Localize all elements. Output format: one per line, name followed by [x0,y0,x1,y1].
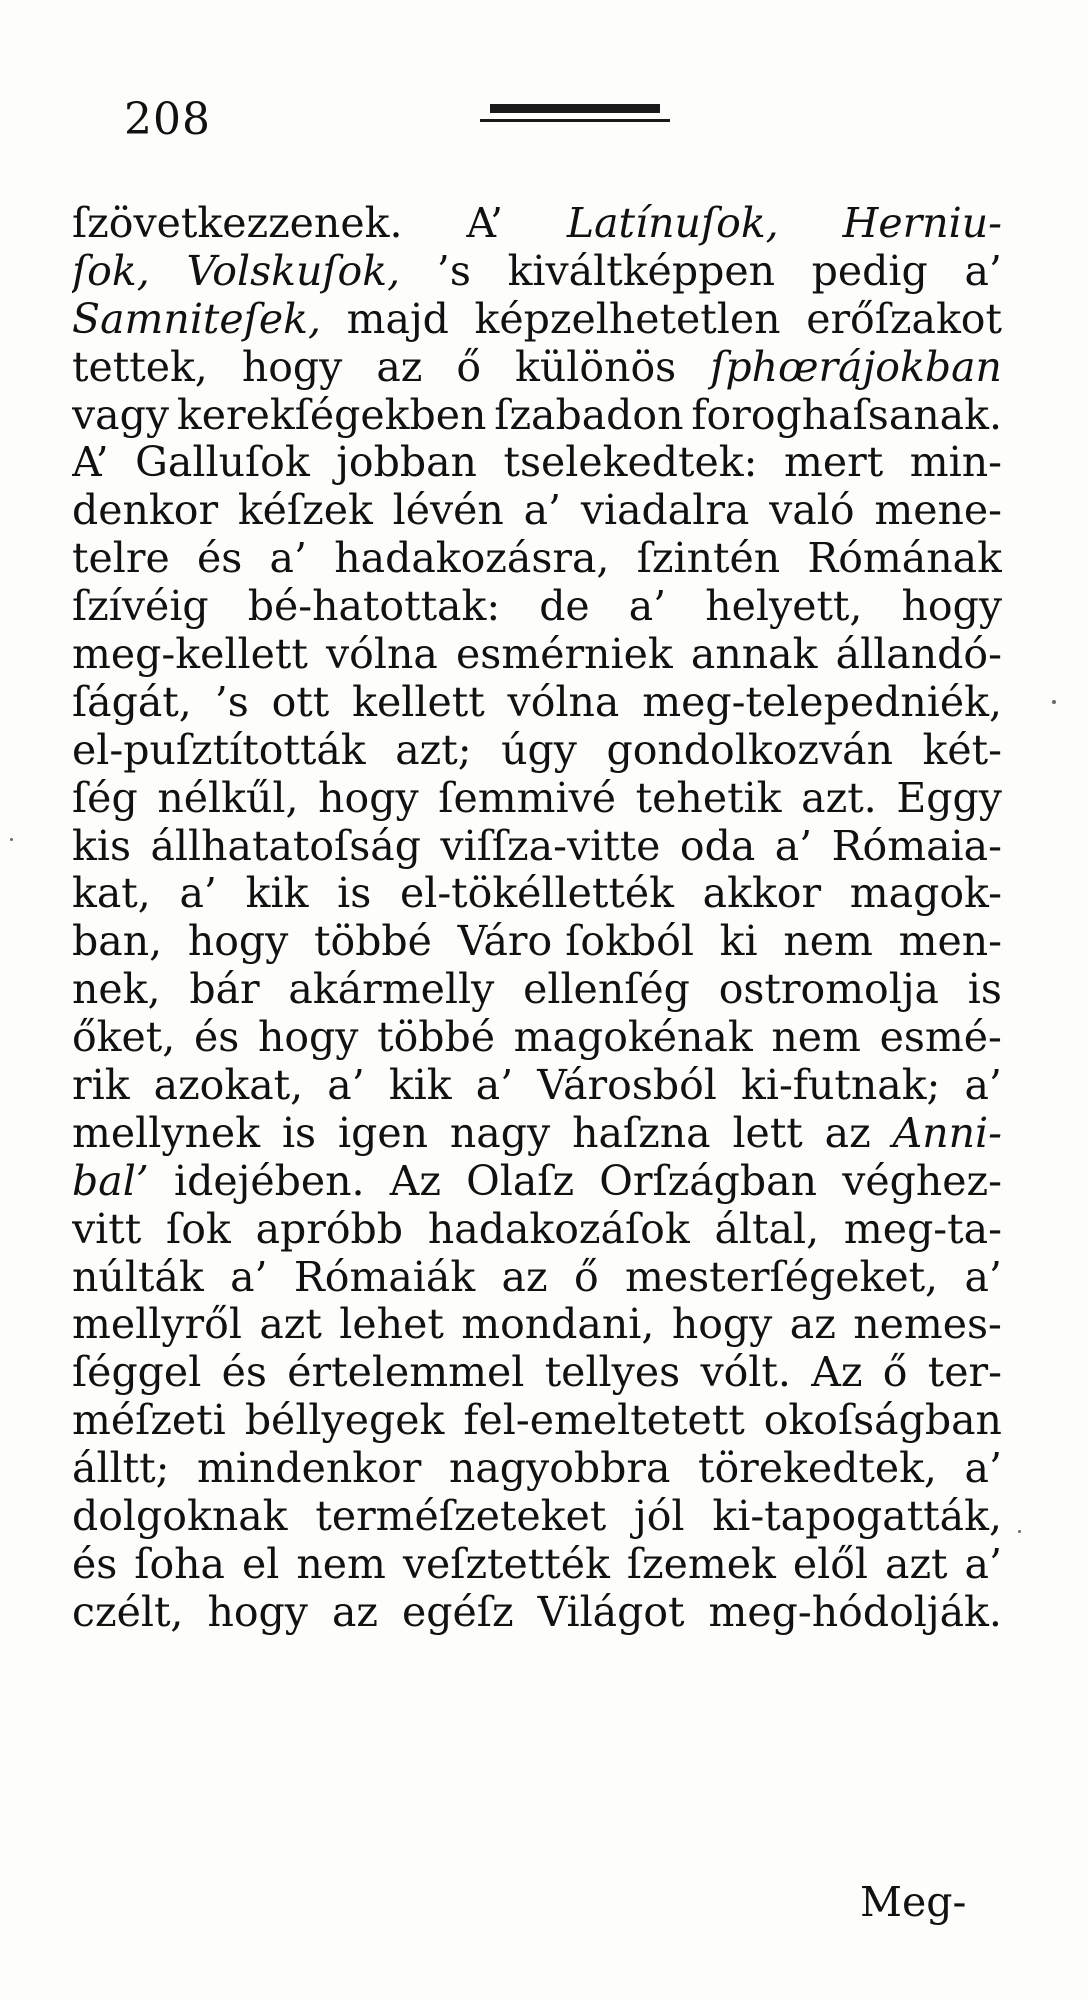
word: nem [296,1540,386,1588]
word: gondolkozván [606,726,893,774]
word: aprόbb [255,1205,404,1253]
word: bal’ [72,1157,149,1205]
word: hadakozásra, [334,535,610,583]
word: mindenkor [196,1445,422,1493]
word: viſſza-vitte [440,822,661,870]
text-line [72,1110,1002,1158]
word: azt; [395,726,472,774]
word: Világot [537,1588,685,1636]
word: ő [456,343,482,391]
text-line [72,296,1002,344]
word: el-tökéllették [399,870,674,918]
word: jól [634,1493,685,1541]
header-rule-ornament [480,104,670,126]
word: törekedtek, [697,1445,937,1493]
word: mesterſégeket, [625,1253,939,1301]
text-line [72,1014,1002,1062]
text-line [72,1397,1002,1445]
word: nagy [449,1109,551,1157]
word: Orſzágban [599,1157,818,1205]
word: is [967,966,1002,1014]
word: Városból [537,1062,717,1110]
word: fel-emeltetett [463,1397,745,1445]
word: el-puſztították [72,726,366,774]
word: meg-ta- [843,1205,1002,1253]
word: Az [811,1349,863,1397]
word: nek, [72,966,161,1014]
word: ſzívéig [72,583,209,631]
word: értelemmel [287,1349,525,1397]
word: kik [388,1062,452,1110]
text-line [72,727,1002,775]
word: meg-hódolják. [708,1588,1002,1636]
word: foroghaſsanak. [691,391,1002,439]
word: a’ [964,1445,1002,1493]
word: az [331,1588,378,1636]
word: núlták [72,1253,204,1301]
word: ſzabadon [494,391,684,439]
word: A’ [466,200,503,247]
word: hogy [207,1588,308,1636]
text-line [72,200,1002,248]
word: bár [189,966,260,1014]
body-text [72,200,1002,1637]
word: ki-futnak; [741,1062,941,1110]
word: mellyről [72,1301,242,1349]
word: bé-hatottak: [247,583,501,631]
word: Latínuſok, [566,200,779,247]
word: kik [245,870,309,918]
word: veſztették [402,1540,610,1588]
word: majd [346,295,449,343]
text-line [72,823,1002,871]
word: magok- [849,870,1002,918]
word: ſphœrájokban [710,343,1002,391]
word: ’s [214,678,249,726]
word: kiváltképpen [507,247,775,295]
word: hogy [671,1301,773,1349]
word: képzelhetetlen [474,295,781,343]
word: a’ [774,822,813,870]
word: hogy [318,774,419,822]
word: tellyes [544,1349,681,1397]
word: az [824,1109,871,1157]
word: hogy [901,583,1002,631]
word: nemes- [853,1301,1002,1349]
word: magokénak [513,1014,753,1062]
text-line [72,1301,1002,1349]
text-line [72,1445,1002,1493]
word: mellynek [72,1109,261,1157]
text-line [72,1493,1002,1541]
word: mene- [874,487,1002,535]
word: Váro ſokból [457,918,694,966]
text-line [72,1062,1002,1110]
word: haſzna [572,1109,711,1157]
text-line [72,775,1002,823]
word: és [72,1540,118,1588]
word: ſok [166,1205,231,1253]
word: többé [377,1014,496,1062]
page-header [0,90,1088,150]
word: Rómának [807,535,1002,583]
word: el [241,1540,280,1588]
word: ſéggel [72,1349,202,1397]
word: ſég [72,774,138,822]
word: ſzemek [626,1540,776,1588]
word: kéſzek [237,487,373,535]
word: viadalra [580,487,750,535]
text-line [72,1349,1002,1397]
word: Olaſz [466,1157,575,1205]
word: a’ [230,1253,268,1301]
ornament-thin-rule [480,119,670,122]
word: az [376,343,423,391]
word: azt. [801,774,877,822]
word: nem [783,918,873,966]
word: de [539,583,590,631]
word: vólna [507,678,620,726]
word: idejében. [174,1157,365,1205]
word: denkor [72,487,219,535]
word: A’ [72,439,109,487]
word: béllyegek [244,1397,445,1445]
word: men- [898,918,1002,966]
word: dolgoknak [72,1493,288,1541]
word: vólna [326,631,438,679]
word: Volskuſok, [186,247,401,295]
word: Rómaiák [293,1253,476,1301]
word: úgy [501,726,577,774]
word: a’ [179,870,217,918]
paper-speck [1052,700,1056,704]
word: pedig [811,247,928,295]
paper-speck [1018,1530,1021,1533]
word: ki [719,918,758,966]
word: a’ [964,1062,1002,1110]
word: akármelly [288,966,495,1014]
word: különös [515,343,677,391]
word: ő [573,1253,599,1301]
word: akkor [702,870,822,918]
word: ſemmivé [438,774,617,822]
text-line [72,439,1002,487]
word: lett [732,1109,803,1157]
word: tselekedtek: [503,439,758,487]
word: a’ [964,247,1002,295]
word: azt [885,1540,948,1588]
text-line [72,1254,1002,1302]
word: a’ [475,1062,514,1110]
word: nagyobbra [448,1445,671,1493]
word: nem [771,1014,861,1062]
word: két- [922,726,1002,774]
word: kis [72,822,131,870]
word: hogy [187,918,289,966]
word: min- [909,439,1002,487]
word: Az [389,1157,441,1205]
text-line [72,1589,1002,1637]
word: a’ [269,535,307,583]
word: jobban [336,439,477,487]
word: Eggy [896,774,1002,822]
word: ſoha [134,1540,225,1588]
word: helyett, [705,583,863,631]
text-line [72,631,1002,679]
word: állandó- [835,631,1002,679]
word: ban, [72,918,163,966]
word: ostromolja [718,966,940,1014]
word: a’ [964,1253,1002,1301]
word: hadakozáſok [427,1205,690,1253]
word: hogy [241,343,343,391]
word: Rómaia- [831,822,1002,870]
word: lévén [392,487,504,535]
word: ter- [927,1349,1002,1397]
word: mert [783,439,884,487]
word: őket, [72,1014,176,1062]
word: a’ [628,583,667,631]
word: rik [72,1062,130,1110]
text-line [72,679,1002,727]
page-number: 208 [124,94,211,145]
text-line [72,1158,1002,1206]
word: is [337,870,372,918]
text-line [72,344,1002,392]
word: hogy [257,1014,359,1062]
word: telre [72,535,170,583]
word: oda [679,822,756,870]
word: által, [714,1205,820,1253]
word: és [196,535,243,583]
word: a’ [523,487,562,535]
text-line [72,248,1002,296]
text-line [72,918,1002,966]
word: kat, [72,870,151,918]
word: tettek, [72,343,208,391]
word: lehet [339,1301,444,1349]
word: Anni- [892,1109,1002,1157]
text-line [72,535,1002,583]
word: állhatatoſság [150,822,421,870]
word: vitt [72,1205,142,1253]
word: az [789,1301,836,1349]
word: Herniu- [842,200,1002,247]
word: meg-telepedniék, [642,678,1002,726]
word: a’ [964,1540,1002,1588]
word: többé [314,918,432,966]
word: mondani, [461,1301,655,1349]
word: ſok, [72,247,150,295]
word: azt [259,1301,322,1349]
text-line [72,966,1002,1014]
word: véghez- [842,1157,1002,1205]
word: vagy [72,391,170,439]
word: ſzövetkezzenek. [72,200,403,247]
word: annak [690,631,818,679]
word: Samniteſek, [72,295,321,343]
word: és [221,1349,267,1397]
word: egéſz [402,1588,514,1636]
text-line [72,487,1002,535]
word: meg-kellett [72,631,308,679]
word: ellenſég [523,966,690,1014]
word: méſzeti [72,1397,226,1445]
word: való [769,487,855,535]
word: esmé- [879,1014,1002,1062]
word: és [193,1014,240,1062]
word: terméſzeteket [315,1493,607,1541]
word: ſágát, [72,678,192,726]
word: vólt. [700,1349,791,1397]
word: ki-tapogatták, [712,1493,1002,1541]
text-line [72,392,1002,440]
word: az [501,1253,548,1301]
word: ’s [436,247,471,295]
catchword: Meg- [860,1878,967,1926]
word: erőſzakot [806,295,1002,343]
word: is [281,1109,317,1157]
word: ott [271,678,330,726]
word: azokat, [153,1062,304,1110]
text-line [72,1206,1002,1254]
text-line [72,870,1002,918]
word: esmérniek [456,631,673,679]
word: ő [882,1349,908,1397]
word: kerekſégekben [176,391,487,439]
text-line [72,1541,1002,1589]
word: tehetik [635,774,782,822]
word: nélkűl, [157,774,299,822]
word: elől [792,1540,869,1588]
word: ſzintén [636,535,781,583]
ornament-thick-rule [490,104,660,113]
word: Galluſok [135,439,310,487]
word: czélt, [72,1588,184,1636]
text-line [72,583,1002,631]
word: a’ [327,1062,365,1110]
word: igen [337,1109,429,1157]
word: álltt; [72,1445,170,1493]
paper-speck [10,838,13,841]
word: okoſságban [763,1397,1002,1445]
word: kellett [352,678,485,726]
